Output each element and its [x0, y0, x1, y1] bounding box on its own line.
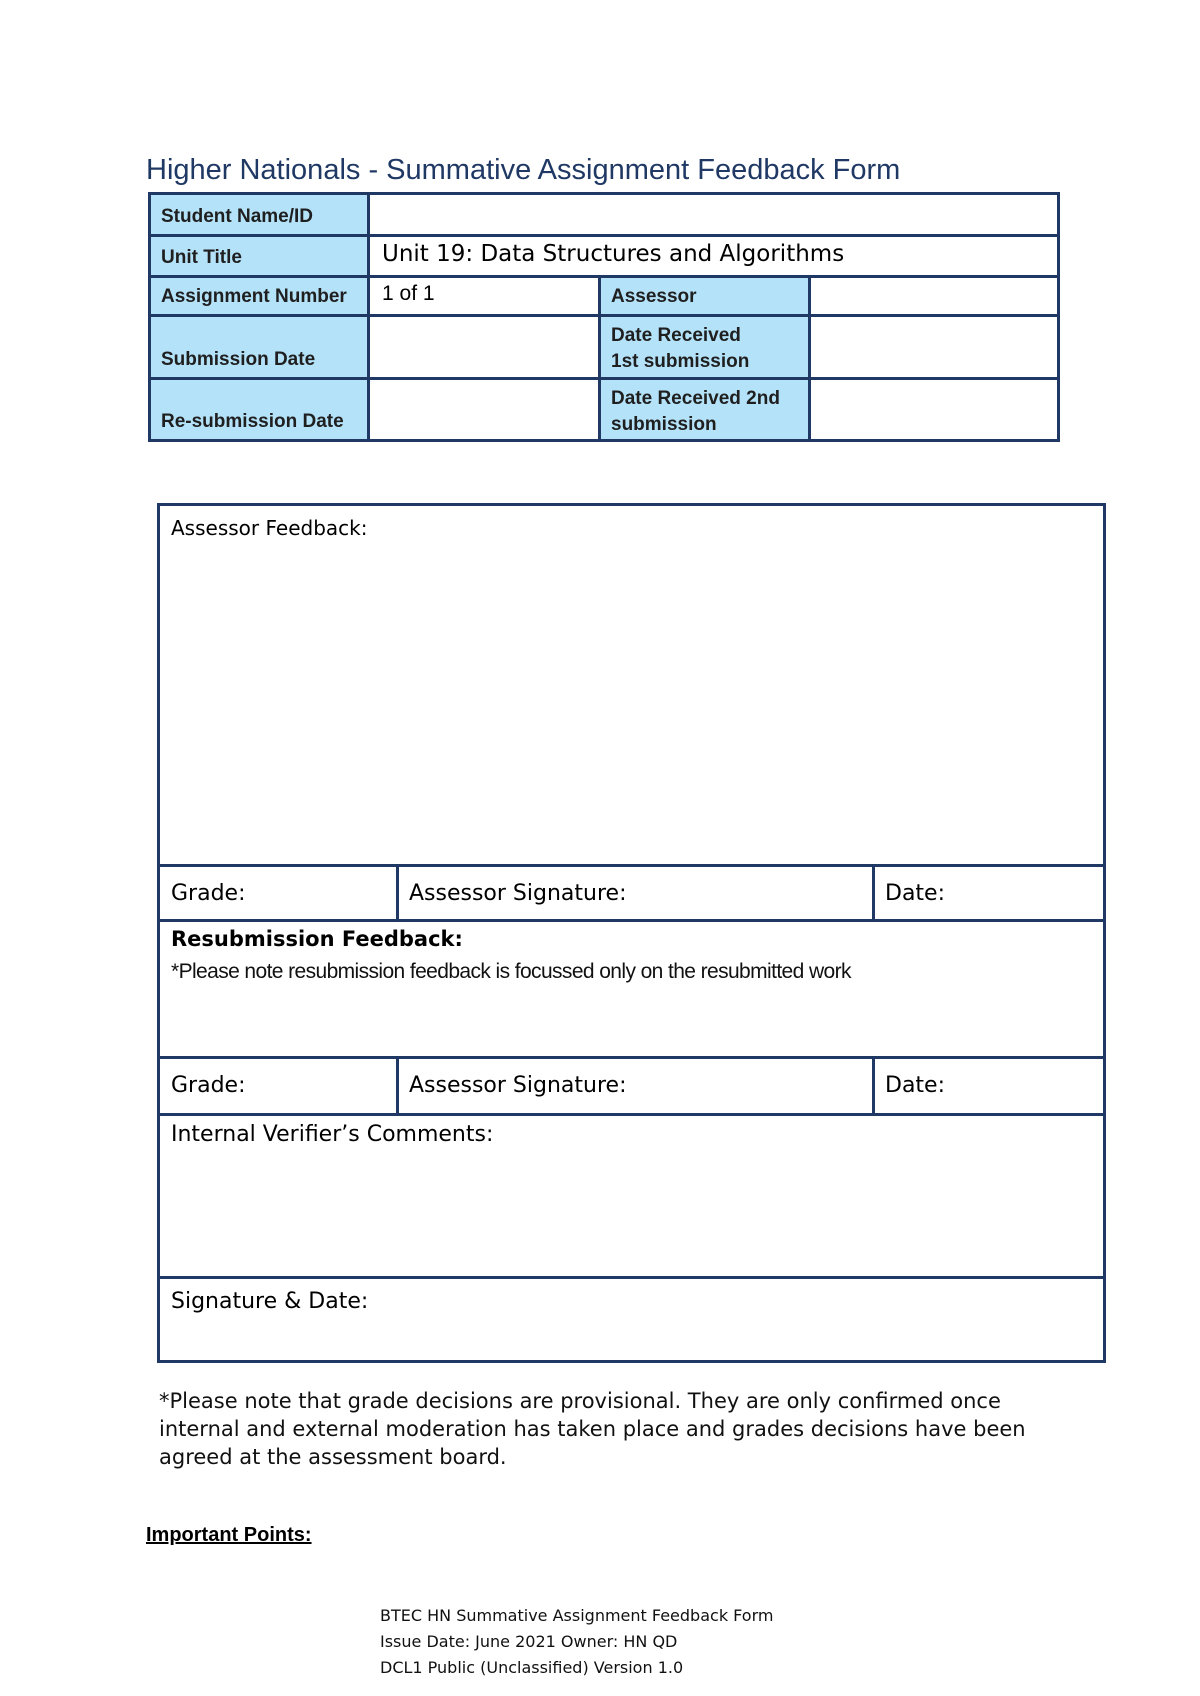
divider	[160, 919, 1103, 922]
iv-comments-label: Internal Verifier’s Comments:	[171, 1122, 494, 1147]
important-points-heading: Important Points:	[146, 1524, 312, 1546]
resubmission-feedback-area[interactable]	[160, 986, 1103, 1056]
date-received-2nd-label-line1: Date Received 2nd	[611, 388, 780, 409]
date-received-2nd-label	[598, 377, 811, 442]
student-name-label: Student Name/ID	[148, 192, 370, 237]
assessor-label: Assessor	[598, 275, 811, 317]
grade-label: Grade:	[171, 881, 246, 906]
iv-comments-area[interactable]	[160, 1154, 1103, 1276]
date-received-2nd-field[interactable]	[808, 377, 1060, 442]
footer-line-2: Issue Date: June 2021 Owner: HN QD	[380, 1632, 678, 1651]
divider	[396, 864, 399, 919]
date-received-1st-label	[598, 314, 811, 380]
footer	[380, 1603, 773, 1681]
grade-label-2: Grade:	[171, 1073, 246, 1098]
divider	[396, 1056, 399, 1113]
signature-date-label: Signature & Date:	[171, 1289, 369, 1314]
date-received-2nd-label-line2: submission	[611, 414, 717, 435]
divider	[160, 1276, 1103, 1279]
submission-date-field[interactable]	[367, 314, 601, 380]
assessor-signature-label: Assessor Signature:	[409, 881, 627, 906]
resubmission-date-label: Re-submission Date	[148, 377, 370, 442]
assignment-number-label: Assignment Number	[148, 275, 370, 317]
date-label: Date:	[885, 881, 945, 906]
info-table	[148, 192, 1060, 442]
assessor-field[interactable]	[808, 275, 1060, 317]
date-received-1st-label-line1: Date Received	[611, 325, 741, 346]
divider	[872, 1056, 875, 1113]
date-received-1st-label-line2: 1st submission	[611, 351, 750, 372]
date-label-2: Date:	[885, 1073, 945, 1098]
form-title: Higher Nationals - Summative Assignment Feedback Form	[146, 154, 901, 186]
footer-line-3: DCL1 Public (Unclassified) Version 1.0	[380, 1658, 684, 1677]
divider	[160, 864, 1103, 867]
assessor-signature-label-2: Assessor Signature:	[409, 1073, 627, 1098]
assignment-number-field[interactable]: 1 of 1	[367, 275, 601, 317]
feedback-box	[157, 503, 1106, 1363]
unit-title-field[interactable]: Unit 19: Data Structures and Algorithms	[367, 234, 1060, 278]
grade-disclaimer: *Please note that grade decisions are provisional. They are only confirmed once internal and external moderation has taken place and grades decisions have been agreed at the assessment board.	[159, 1389, 1026, 1469]
signature-date-area[interactable]	[160, 1318, 1103, 1360]
unit-title-label: Unit Title	[148, 234, 370, 278]
resubmission-note: *Please note resubmission feedback is focussed only on the resubmitted work	[171, 960, 851, 983]
footer-line-1: BTEC HN Summative Assignment Feedback Form	[380, 1606, 774, 1625]
divider	[160, 1056, 1103, 1059]
divider	[872, 864, 875, 919]
date-received-1st-field[interactable]	[808, 314, 1060, 380]
submission-date-label: Submission Date	[148, 314, 370, 380]
resubmission-date-field[interactable]	[367, 377, 601, 442]
divider	[160, 1113, 1103, 1116]
assessor-feedback-label: Assessor Feedback:	[171, 516, 368, 540]
assessor-feedback-area[interactable]	[160, 546, 1103, 864]
student-name-field[interactable]	[367, 192, 1060, 237]
resubmission-feedback-label: Resubmission Feedback:	[171, 927, 463, 951]
